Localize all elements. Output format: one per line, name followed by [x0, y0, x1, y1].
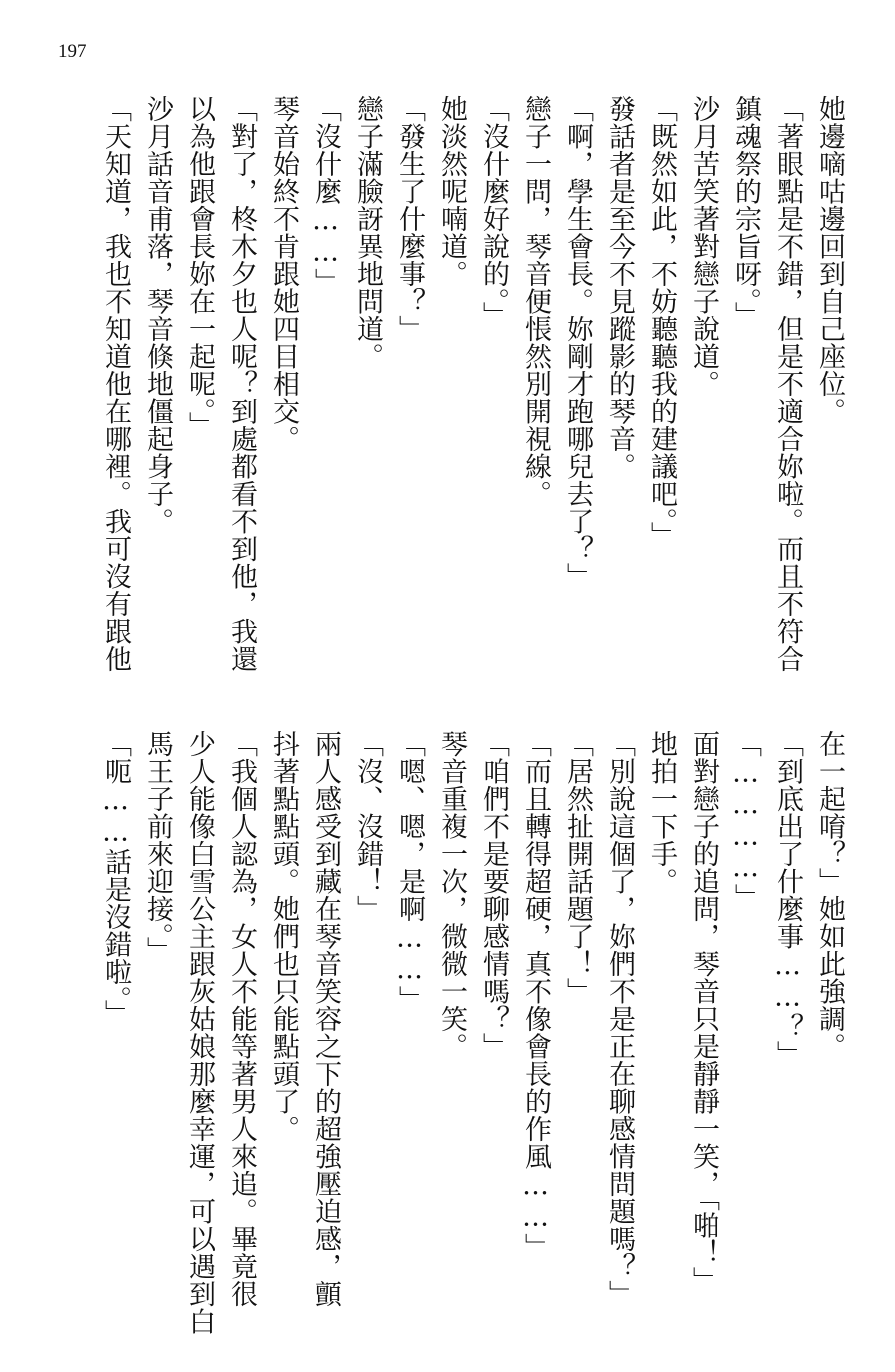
- text-line: 兩人感受到藏在琴音笑容之下的超強壓迫感，顫: [310, 730, 341, 1308]
- text-line: 戀子一問，琴音便悵然別開視線。: [520, 95, 551, 508]
- text-line: 抖著點點頭。她們也只能點頭了。: [268, 730, 299, 1143]
- text-line: 她邊嘀咕邊回到自己座位。: [814, 95, 845, 425]
- text-line: 「對了，柊木夕也人呢？到處都看不到他，我還: [226, 95, 257, 673]
- text-line: 「天知道，我也不知道他在哪裡。我可沒有跟他: [100, 95, 131, 673]
- text-line: 「…………」: [730, 730, 761, 911]
- text-line: 「居然扯開話題了！」: [562, 730, 593, 1005]
- text-line: 「別說這個了，妳們不是正在聊感情問題嗎？」: [604, 730, 635, 1308]
- lower-text-block: [60, 730, 850, 1340]
- text-line: 戀子滿臉訝異地問道。: [352, 95, 383, 370]
- text-line: 「既然如此，不妨聽聽我的建議吧。」: [646, 95, 677, 549]
- text-line: 她淡然呢喃道。: [436, 95, 467, 288]
- text-line: 「而且轉得超硬，真不像會長的作風……」: [520, 730, 551, 1261]
- text-line: 發話者是至今不見蹤影的琴音。: [604, 95, 635, 480]
- text-line: 琴音始終不肯跟她四目相交。: [268, 95, 299, 453]
- text-line: 沙月話音甫落，琴音倏地僵起身子。: [142, 95, 173, 535]
- text-line: 以為他跟會長妳在一起呢。」: [184, 95, 215, 439]
- upper-text-block: [60, 95, 850, 685]
- text-line: 鎮魂祭的宗旨呀。」: [730, 95, 761, 329]
- text-line: 「咱們不是要聊感情嗎？」: [478, 730, 509, 1060]
- text-line: 「著眼點是不錯，但是不適合妳啦。而且不符合: [772, 95, 803, 673]
- text-line: 「我個人認為，女人不能等著男人來追。畢竟很: [226, 730, 257, 1308]
- page-number: 197: [58, 41, 87, 62]
- text-line: 「沒、沒錯！」: [352, 730, 383, 923]
- text-line: 「啊，學生會長。妳剛才跑哪兒去了？」: [562, 95, 593, 590]
- text-line: 馬王子前來迎接。」: [142, 730, 173, 964]
- text-line: 面對戀子的追問，琴音只是靜靜一笑，「啪！」: [688, 730, 719, 1294]
- text-line: 「沒什麼好說的。」: [478, 95, 509, 329]
- text-line: 「嗯、嗯，是啊……」: [394, 730, 425, 1013]
- text-line: 少人能像白雪公主跟灰姑娘那麼幸運，可以遇到白: [184, 730, 215, 1335]
- text-line: 沙月苦笑著對戀子說道。: [688, 95, 719, 398]
- text-line: 在一起唷？」她如此強調。: [814, 730, 845, 1060]
- text-line: 琴音重複一次，微微一笑。: [436, 730, 467, 1060]
- text-line: 地拍一下手。: [646, 730, 677, 895]
- text-line: 「發生了什麼事？」: [394, 95, 425, 343]
- text-line: 「呃……話是沒錯啦。」: [100, 730, 131, 1027]
- text-line: 「沒什麼……」: [310, 95, 341, 296]
- text-line: 「到底出了什麼事……？」: [772, 730, 803, 1068]
